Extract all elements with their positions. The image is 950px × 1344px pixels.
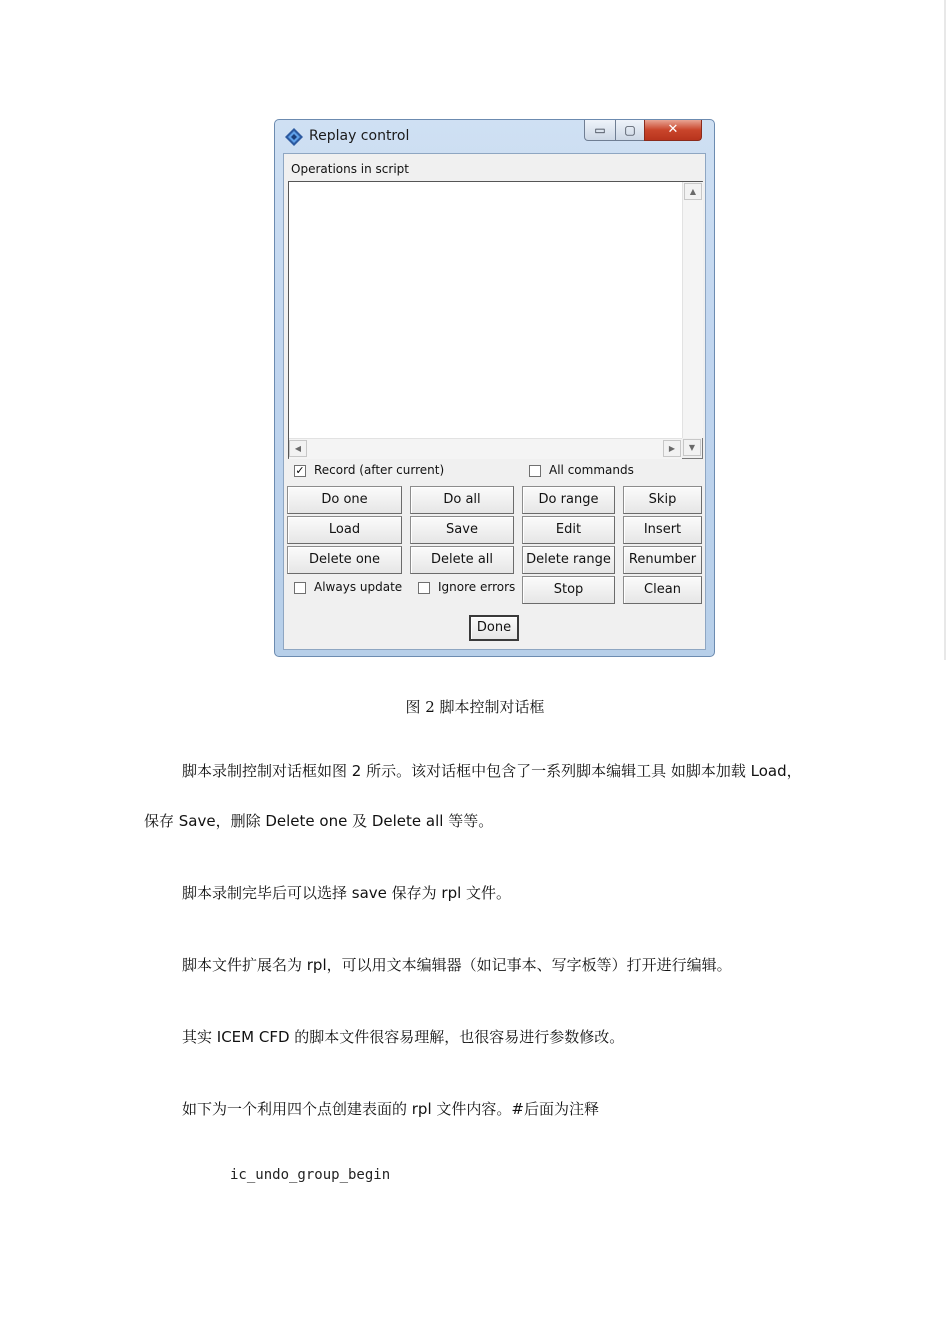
window-title: Replay control <box>309 128 410 144</box>
do-all-button[interactable]: Do all <box>410 486 514 514</box>
delete-all-button[interactable]: Delete all <box>410 546 514 574</box>
vertical-scrollbar[interactable] <box>682 182 703 438</box>
paragraph-1-continued: 保存 Save，删除 Delete one 及 Delete all 等等。 <box>144 812 494 830</box>
scroll-right-button[interactable] <box>663 440 681 457</box>
edit-button[interactable]: Edit <box>522 516 615 544</box>
minimize-icon: ▭ <box>594 123 606 137</box>
stop-button[interactable]: Stop <box>522 576 615 604</box>
code-line: ic_undo_group_begin <box>230 1167 391 1183</box>
chevron-down-icon: ▼ <box>688 443 696 452</box>
minimize-button[interactable] <box>584 120 616 141</box>
paragraph-2: 脚本录制完毕后可以选择 save 保存为 rpl 文件。 <box>182 884 512 902</box>
renumber-button[interactable]: Renumber <box>623 546 702 574</box>
close-icon: ✕ <box>667 122 679 137</box>
record-label: Record (after current) <box>314 463 445 477</box>
delete-one-button[interactable]: Delete one <box>287 546 402 574</box>
scroll-up-button[interactable] <box>684 183 702 200</box>
close-button[interactable] <box>644 120 702 141</box>
load-button[interactable]: Load <box>287 516 402 544</box>
chevron-right-icon: ▶ <box>668 444 676 453</box>
app-logo-icon <box>285 128 303 146</box>
save-button[interactable]: Save <box>410 516 514 544</box>
paragraph-5: 如下为一个利用四个点创建表面的 rpl 文件内容。#后面为注释 <box>182 1100 599 1118</box>
clean-button[interactable]: Clean <box>623 576 702 604</box>
scroll-left-button[interactable] <box>289 440 307 457</box>
chevron-up-icon: ▲ <box>689 187 697 196</box>
all-commands-checkbox[interactable] <box>529 465 541 477</box>
do-range-button[interactable]: Do range <box>522 486 615 514</box>
page-edge-line <box>944 0 946 660</box>
maximize-icon: ▢ <box>624 123 636 137</box>
do-one-button[interactable]: Do one <box>287 486 402 514</box>
always-update-checkbox[interactable] <box>294 582 306 594</box>
window-controls <box>584 120 708 141</box>
delete-range-button[interactable]: Delete range <box>522 546 615 574</box>
skip-button[interactable]: Skip <box>623 486 702 514</box>
operations-list[interactable] <box>288 181 703 459</box>
done-button[interactable]: Done <box>469 615 519 641</box>
chevron-left-icon: ◀ <box>294 444 302 453</box>
replay-control-window <box>274 119 715 657</box>
paragraph-1: 脚本录制控制对话框如图 2 所示。该对话框中包含了一系列脚本编辑工具 如脚本加载 Load， <box>182 762 802 780</box>
figure-caption: 图 2 脚本控制对话框 <box>405 698 545 716</box>
paragraph-3: 脚本文件扩展名为 rpl，可以用文本编辑器（如记事本、写字板等）打开进行编辑。 <box>182 956 732 974</box>
operations-label: Operations in script <box>291 162 409 176</box>
insert-button[interactable]: Insert <box>623 516 702 544</box>
horizontal-scrollbar[interactable] <box>289 438 682 459</box>
paragraph-4: 其实 ICEM CFD 的脚本文件很容易理解，也很容易进行参数修改。 <box>182 1028 625 1046</box>
ignore-errors-label: Ignore errors <box>438 580 516 594</box>
checkmark-icon: ✓ <box>295 464 305 477</box>
scrollbar-corner <box>682 438 702 458</box>
always-update-label: Always update <box>314 580 403 594</box>
all-commands-label: All commands <box>549 463 634 477</box>
maximize-button[interactable] <box>615 120 645 141</box>
ignore-errors-checkbox[interactable] <box>418 582 430 594</box>
dialog-client-area <box>283 153 706 650</box>
title-bar[interactable] <box>275 120 714 154</box>
record-checkbox[interactable] <box>294 465 306 477</box>
scroll-down-button[interactable] <box>683 439 701 456</box>
